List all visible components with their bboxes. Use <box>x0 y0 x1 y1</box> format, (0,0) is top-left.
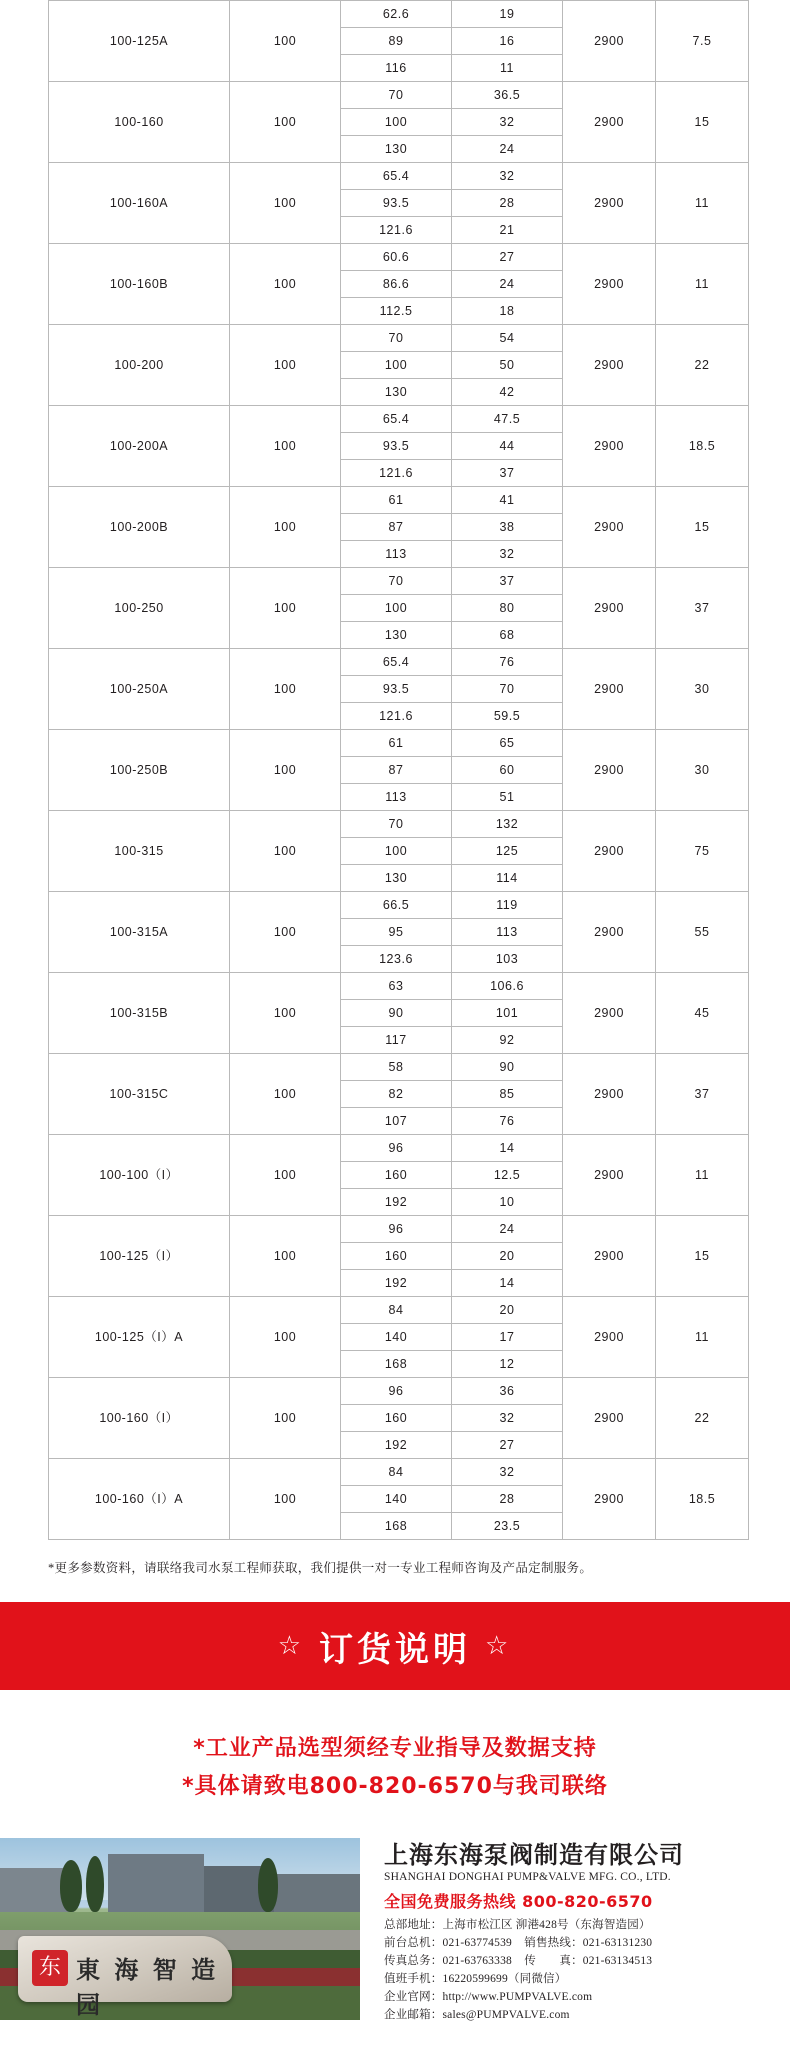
photo-tree-2 <box>86 1856 104 1912</box>
table-row <box>49 1135 749 1162</box>
cell-flow: 130 <box>341 865 452 892</box>
cell-model: 100-315C <box>49 1054 230 1135</box>
cell-speed: 2900 <box>563 244 656 325</box>
cell-head: 12 <box>452 1351 563 1378</box>
cell-head: 32 <box>452 1459 563 1486</box>
cell-flow: 160 <box>341 1243 452 1270</box>
footer <box>0 1838 790 2050</box>
cell-head: 59.5 <box>452 703 563 730</box>
cell-flow: 113 <box>341 541 452 568</box>
cell-model: 100-200B <box>49 487 230 568</box>
cell-power: 22 <box>656 1378 749 1459</box>
cell-diameter: 100 <box>230 406 341 487</box>
cell-diameter: 100 <box>230 325 341 406</box>
cell-power: 75 <box>656 811 749 892</box>
cell-flow: 65.4 <box>341 406 452 433</box>
cell-flow: 140 <box>341 1486 452 1513</box>
cell-flow: 61 <box>341 487 452 514</box>
banner-title: 订货说明 <box>319 1629 471 1670</box>
table-row <box>49 82 749 109</box>
star-right-icon: ☆ <box>485 1631 513 1661</box>
contact-line: 值班手机：16220599699（同微信） <box>384 1973 567 1985</box>
cell-head: 20 <box>452 1243 563 1270</box>
cell-head: 28 <box>452 190 563 217</box>
cell-head: 32 <box>452 541 563 568</box>
cell-flow: 65.4 <box>341 649 452 676</box>
cell-head: 103 <box>452 946 563 973</box>
cell-head: 114 <box>452 865 563 892</box>
photo-tree-3 <box>258 1858 278 1912</box>
cell-power: 15 <box>656 1216 749 1297</box>
stone-text: 東 海 智 造 园 <box>76 1956 219 2019</box>
cell-speed: 2900 <box>563 1378 656 1459</box>
cell-head: 80 <box>452 595 563 622</box>
cell-power: 55 <box>656 892 749 973</box>
cell-head: 90 <box>452 1054 563 1081</box>
cell-flow: 70 <box>341 325 452 352</box>
star-left-icon: ☆ <box>277 1631 305 1661</box>
cell-flow: 121.6 <box>341 703 452 730</box>
cell-head: 14 <box>452 1135 563 1162</box>
cell-head: 14 <box>452 1270 563 1297</box>
cell-flow: 121.6 <box>341 217 452 244</box>
cell-head: 47.5 <box>452 406 563 433</box>
table-row <box>49 811 749 838</box>
cell-head: 76 <box>452 649 563 676</box>
cell-flow: 168 <box>341 1513 452 1540</box>
cell-head: 119 <box>452 892 563 919</box>
cell-flow: 93.5 <box>341 190 452 217</box>
cell-model: 100-250 <box>49 568 230 649</box>
cell-head: 27 <box>452 244 563 271</box>
cell-head: 132 <box>452 811 563 838</box>
cell-model: 100-125（I）A <box>49 1297 230 1378</box>
cell-speed: 2900 <box>563 487 656 568</box>
cell-flow: 96 <box>341 1135 452 1162</box>
cell-diameter: 100 <box>230 1 341 82</box>
company-name: 上海东海泵阀制造有限公司 <box>384 1841 684 1869</box>
cell-power: 37 <box>656 1054 749 1135</box>
cell-flow: 93.5 <box>341 433 452 460</box>
cell-head: 12.5 <box>452 1162 563 1189</box>
cell-model: 100-250B <box>49 730 230 811</box>
cell-head: 16 <box>452 28 563 55</box>
table-row <box>49 1378 749 1405</box>
cell-power: 37 <box>656 568 749 649</box>
cell-power: 11 <box>656 244 749 325</box>
cell-flow: 130 <box>341 136 452 163</box>
cell-speed: 2900 <box>563 568 656 649</box>
cell-head: 36.5 <box>452 82 563 109</box>
cell-flow: 107 <box>341 1108 452 1135</box>
contact-line: 企业官网：http://www.PUMPVALVE.com <box>384 1991 593 2003</box>
cell-head: 125 <box>452 838 563 865</box>
table-row <box>49 730 749 757</box>
cell-power: 15 <box>656 487 749 568</box>
cell-flow: 192 <box>341 1432 452 1459</box>
cell-head: 70 <box>452 676 563 703</box>
cell-speed: 2900 <box>563 973 656 1054</box>
cell-head: 85 <box>452 1081 563 1108</box>
cell-power: 18.5 <box>656 406 749 487</box>
cell-head: 76 <box>452 1108 563 1135</box>
cell-flow: 100 <box>341 109 452 136</box>
cell-head: 37 <box>452 460 563 487</box>
cell-model: 100-160B <box>49 244 230 325</box>
table-row <box>49 487 749 514</box>
cell-head: 50 <box>452 352 563 379</box>
cell-speed: 2900 <box>563 325 656 406</box>
cell-flow: 130 <box>341 622 452 649</box>
cell-flow: 100 <box>341 838 452 865</box>
spec-table <box>48 0 749 1540</box>
cell-flow: 168 <box>341 1351 452 1378</box>
cell-head: 11 <box>452 55 563 82</box>
factory-photo <box>0 1838 360 2020</box>
cell-power: 11 <box>656 1135 749 1216</box>
photo-tree-1 <box>60 1860 82 1912</box>
cell-diameter: 100 <box>230 1459 341 1540</box>
cell-head: 68 <box>452 622 563 649</box>
cell-flow: 84 <box>341 1459 452 1486</box>
cell-head: 54 <box>452 325 563 352</box>
cell-diameter: 100 <box>230 1054 341 1135</box>
cell-power: 30 <box>656 649 749 730</box>
photo-building-1 <box>108 1854 204 1912</box>
cell-model: 100-315 <box>49 811 230 892</box>
cell-model: 100-125（I） <box>49 1216 230 1297</box>
cell-model: 100-200 <box>49 325 230 406</box>
cell-model: 100-160 <box>49 82 230 163</box>
cell-flow: 62.6 <box>341 1 452 28</box>
cell-diameter: 100 <box>230 649 341 730</box>
cell-head: 19 <box>452 1 563 28</box>
contact-line: 总部地址：上海市松江区 泖港428号（东海智造园） <box>384 1919 651 1931</box>
cell-flow: 87 <box>341 514 452 541</box>
cell-power: 7.5 <box>656 1 749 82</box>
cell-head: 65 <box>452 730 563 757</box>
table-row <box>49 1459 749 1486</box>
contact-line: 企业邮箱：sales@PUMPVALVE.com <box>384 2009 570 2021</box>
cell-speed: 2900 <box>563 649 656 730</box>
cell-head: 60 <box>452 757 563 784</box>
cell-speed: 2900 <box>563 82 656 163</box>
cell-power: 30 <box>656 730 749 811</box>
cell-model: 100-160A <box>49 163 230 244</box>
cell-head: 32 <box>452 1405 563 1432</box>
cell-speed: 2900 <box>563 811 656 892</box>
cell-flow: 90 <box>341 1000 452 1027</box>
table-row <box>49 1297 749 1324</box>
cell-flow: 113 <box>341 784 452 811</box>
cell-flow: 63 <box>341 973 452 1000</box>
cell-diameter: 100 <box>230 973 341 1054</box>
cell-diameter: 100 <box>230 82 341 163</box>
table-row <box>49 568 749 595</box>
cell-flow: 70 <box>341 82 452 109</box>
cell-flow: 95 <box>341 919 452 946</box>
cell-head: 21 <box>452 217 563 244</box>
cell-head: 51 <box>452 784 563 811</box>
cell-power: 11 <box>656 1297 749 1378</box>
cell-flow: 70 <box>341 568 452 595</box>
table-note: *更多参数资料，请联络我司水泵工程师获取，我们提供一对一专业工程师咨询及产品定制服务。 <box>48 1561 593 1575</box>
table-row <box>49 892 749 919</box>
cell-head: 37 <box>452 568 563 595</box>
table-row <box>49 1216 749 1243</box>
cell-head: 17 <box>452 1324 563 1351</box>
cell-flow: 130 <box>341 379 452 406</box>
cell-speed: 2900 <box>563 730 656 811</box>
red-note-2: *具体请致电800-820-6570与我司联络 <box>182 1774 608 1799</box>
cell-power: 45 <box>656 973 749 1054</box>
cell-model: 100-125A <box>49 1 230 82</box>
cell-head: 106.6 <box>452 973 563 1000</box>
cell-flow: 140 <box>341 1324 452 1351</box>
cell-head: 101 <box>452 1000 563 1027</box>
cell-head: 113 <box>452 919 563 946</box>
cell-diameter: 100 <box>230 487 341 568</box>
cell-flow: 192 <box>341 1189 452 1216</box>
table-row <box>49 325 749 352</box>
cell-head: 20 <box>452 1297 563 1324</box>
cell-flow: 61 <box>341 730 452 757</box>
cell-head: 42 <box>452 379 563 406</box>
cell-head: 23.5 <box>452 1513 563 1540</box>
cell-speed: 2900 <box>563 1297 656 1378</box>
cell-flow: 93.5 <box>341 676 452 703</box>
cell-flow: 58 <box>341 1054 452 1081</box>
cell-power: 22 <box>656 325 749 406</box>
cell-speed: 2900 <box>563 163 656 244</box>
cell-flow: 84 <box>341 1297 452 1324</box>
table-row <box>49 649 749 676</box>
contact-lines <box>384 1916 684 2024</box>
cell-speed: 2900 <box>563 406 656 487</box>
cell-head: 41 <box>452 487 563 514</box>
cell-flow: 89 <box>341 28 452 55</box>
order-instructions-banner <box>0 1602 790 1690</box>
cell-flow: 60.6 <box>341 244 452 271</box>
contact-line: 前台总机：021-63774539 销售热线：021-63131230 <box>384 1937 653 1949</box>
cell-flow: 112.5 <box>341 298 452 325</box>
cell-flow: 65.4 <box>341 163 452 190</box>
cell-diameter: 100 <box>230 163 341 244</box>
cell-power: 11 <box>656 163 749 244</box>
cell-speed: 2900 <box>563 1054 656 1135</box>
cell-diameter: 100 <box>230 1378 341 1459</box>
cell-speed: 2900 <box>563 1135 656 1216</box>
cell-head: 92 <box>452 1027 563 1054</box>
cell-power: 18.5 <box>656 1459 749 1540</box>
cell-flow: 100 <box>341 595 452 622</box>
table-row <box>49 1054 749 1081</box>
banner-text <box>278 1622 513 1671</box>
red-notes <box>0 1690 790 1838</box>
cell-diameter: 100 <box>230 811 341 892</box>
photo-building-3 <box>274 1874 360 1912</box>
cell-flow: 82 <box>341 1081 452 1108</box>
table-row <box>49 163 749 190</box>
cell-head: 32 <box>452 163 563 190</box>
company-hotline: 全国免费服务热线 800-820-6570 <box>384 1892 653 1911</box>
cell-model: 100-160（I）A <box>49 1459 230 1540</box>
cell-speed: 2900 <box>563 892 656 973</box>
cell-head: 36 <box>452 1378 563 1405</box>
cell-model: 100-160（I） <box>49 1378 230 1459</box>
cell-head: 24 <box>452 136 563 163</box>
cell-head: 24 <box>452 271 563 298</box>
cell-diameter: 100 <box>230 1297 341 1378</box>
contact-line: 传真总务：021-63763338 传 真：021-63134513 <box>384 1955 653 1967</box>
cell-flow: 96 <box>341 1216 452 1243</box>
table-row <box>49 973 749 1000</box>
cell-head: 44 <box>452 433 563 460</box>
company-info <box>360 1838 684 2024</box>
cell-flow: 70 <box>341 811 452 838</box>
cell-head: 38 <box>452 514 563 541</box>
cell-flow: 121.6 <box>341 460 452 487</box>
table-row <box>49 244 749 271</box>
cell-flow: 66.5 <box>341 892 452 919</box>
cell-diameter: 100 <box>230 730 341 811</box>
cell-model: 100-315A <box>49 892 230 973</box>
company-name-en: SHANGHAI DONGHAI PUMP&VALVE MFG. CO., LTD. <box>384 1871 671 1883</box>
cell-head: 10 <box>452 1189 563 1216</box>
cell-flow: 96 <box>341 1378 452 1405</box>
cell-speed: 2900 <box>563 1216 656 1297</box>
cell-model: 100-100（I） <box>49 1135 230 1216</box>
cell-flow: 160 <box>341 1162 452 1189</box>
cell-diameter: 100 <box>230 1135 341 1216</box>
cell-flow: 160 <box>341 1405 452 1432</box>
cell-speed: 2900 <box>563 1 656 82</box>
cell-diameter: 100 <box>230 1216 341 1297</box>
table-row <box>49 406 749 433</box>
company-logo-icon: 东 <box>32 1950 68 1986</box>
cell-speed: 2900 <box>563 1459 656 1540</box>
cell-diameter: 100 <box>230 568 341 649</box>
cell-head: 18 <box>452 298 563 325</box>
cell-head: 24 <box>452 1216 563 1243</box>
cell-flow: 117 <box>341 1027 452 1054</box>
cell-head: 32 <box>452 109 563 136</box>
cell-diameter: 100 <box>230 244 341 325</box>
cell-flow: 116 <box>341 55 452 82</box>
cell-diameter: 100 <box>230 892 341 973</box>
cell-model: 100-250A <box>49 649 230 730</box>
company-stone-sign <box>18 1936 232 2019</box>
cell-head: 27 <box>452 1432 563 1459</box>
cell-flow: 192 <box>341 1270 452 1297</box>
red-note-1: *工业产品选型须经专业指导及数据支持 <box>193 1736 597 1761</box>
cell-model: 100-200A <box>49 406 230 487</box>
cell-head: 28 <box>452 1486 563 1513</box>
cell-flow: 100 <box>341 352 452 379</box>
cell-flow: 87 <box>341 757 452 784</box>
cell-flow: 86.6 <box>341 271 452 298</box>
cell-power: 15 <box>656 82 749 163</box>
table-row <box>49 1 749 28</box>
cell-flow: 123.6 <box>341 946 452 973</box>
cell-model: 100-315B <box>49 973 230 1054</box>
